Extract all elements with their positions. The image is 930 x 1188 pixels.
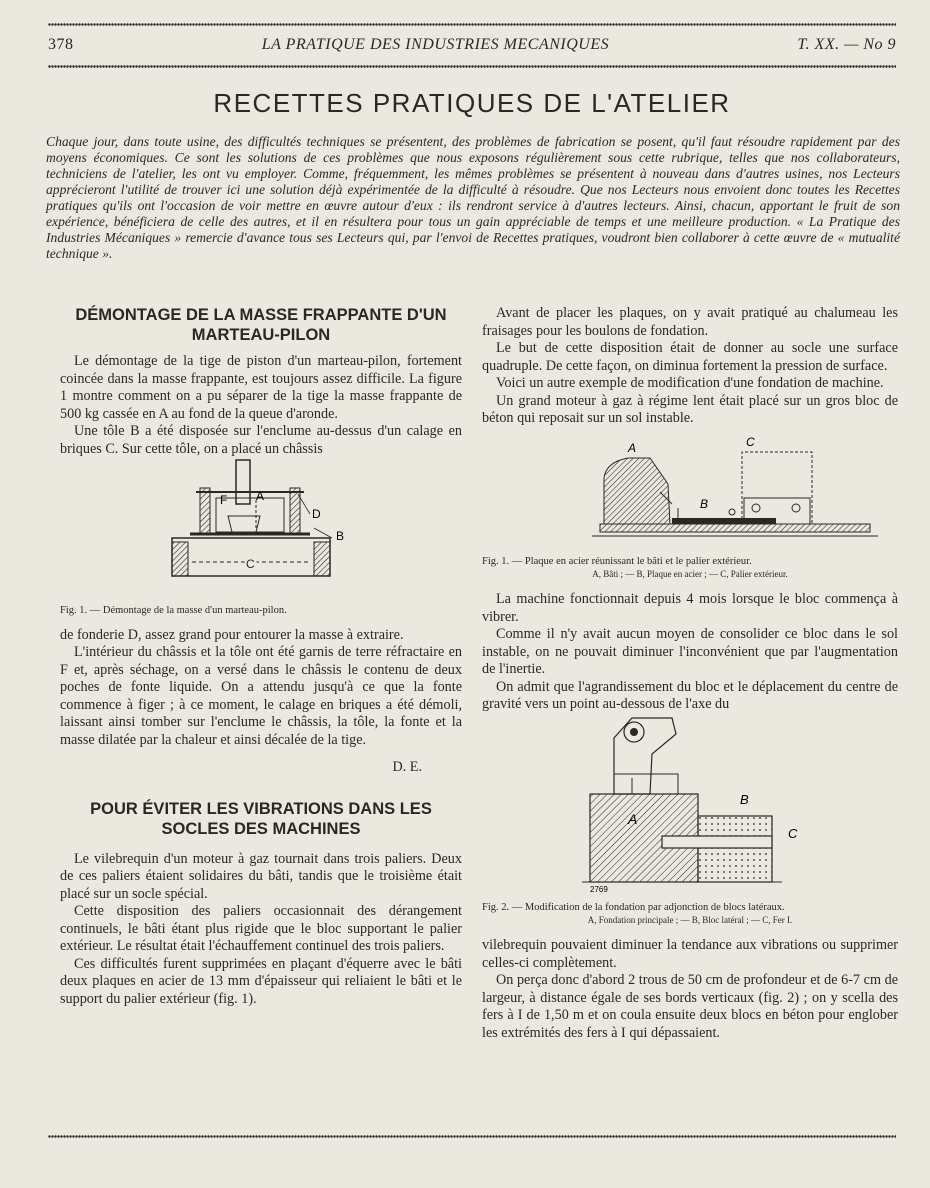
issue-number: T. XX. — No 9 — [797, 36, 896, 53]
article2-paragraph: Le vilebrequin d'un moteur à gaz tournait dans trois paliers. Deux de ces paliers étaient solidaires du bâti, tandis que le troisième était placé sur un socle spécial. — [60, 850, 462, 902]
article2-paragraph: Avant de placer les plaques, on y avait pratiqué au chalumeau les fraisages pour les boulons de fondation. — [482, 305, 898, 339]
header-rule — [48, 64, 896, 69]
fig1-label-c: C — [246, 557, 255, 571]
right-column — [482, 305, 898, 1042]
fig2-caption-legend: A, Fondation principale ; — B, Bloc latéral ; — C, Fer I. — [587, 915, 793, 925]
figure-foundation — [482, 714, 898, 892]
article1-paragraph: Le démontage de la tige de piston d'un marteau-pilon, fortement coincée dans la masse frappante, est toujours assez difficile. La figure 1 montre comment on a pu séparer de la tige la masse frappante de 500 kg cassée en A au fond de la queue d'aronde. — [60, 353, 462, 422]
fig1b-drawing — [592, 452, 878, 536]
fig1-label-f: F — [220, 493, 228, 507]
article2-paragraph: Cette disposition des paliers occasionnait des dérangement continuels, le bâti étant plus rigide que le bloc supportant le palier extérieur. Le résultat était l'échauffement continuel des trois paliers. — [60, 903, 462, 954]
fig1-label-b: B — [336, 529, 345, 543]
article1-paragraph: L'intérieur du châssis et la tôle ont été garnis de terre réfractaire en F et, après séchage, on a versé dans le châssis le contenu de deux poches de fonte liquide. On a attendu jusqu'à ce que la fonte commence à figer ; à ce moment, le calage en briques a été démoli, laissant ainsi tomber sur l'enclume le châssis, la tôle, la fonte et la masse dilatée par la chaleur et ainsi décalée de la tige. — [60, 644, 462, 748]
fig1b-label-a: A — [628, 440, 637, 455]
article2-paragraph: Ces difficultés furent supprimées en plaçant d'équerre avec le bâti deux plaques en acier de 13 mm d'épaisseur qui reliaient le bâti et le support du palier extérieur (fig. 1). — [60, 955, 462, 1007]
fig1b-caption — [482, 555, 898, 581]
article1-signature: D. E. — [392, 759, 422, 775]
page-number: 378 — [48, 36, 74, 53]
article1-paragraph: de fonderie D, assez grand pour entourer la masse à extraire. — [60, 626, 404, 643]
top-rule — [48, 22, 896, 27]
fig2-number: 2769 — [590, 884, 608, 892]
fig2-caption-title: Fig. 2. — Modification de la fondation par adjonction de blocs latéraux. — [482, 902, 785, 913]
article2-paragraph: vilebrequin pouvaient diminuer la tendance aux vibrations ou supprimer celles-ci complètement. — [482, 937, 898, 971]
article1-paragraph: Une tôle B a été disposée sur l'enclume au-dessus d'un calage en briques C. Sur cette tôle, on a placé un châssis — [60, 423, 462, 457]
intro-paragraph: Chaque jour, dans toute usine, des difficultés techniques se présentent, des problèmes de fabrication se posent, qu'il faut résoudre rapidement par des moyens économiques. Ce sont les solutions de ces problèmes que nous exposons régulièrement sous cette rubrique, telles que nos collaborateurs, techniciens de l'atelier, les ont vu employer. Comme, fréquemment, les mêmes problèmes se présentent à nouveau dans d'autres usines, nos Lecteurs apprécieront l'utilité de trouver ici une solution déjà expérimentée de la difficulté à résoudre. Que nos Lecteurs nous envoient donc toutes les Recettes pratiques qu'ils ont l'occasion de voir mettre en œuvre autour d'eux : ils rendront service à d'autres lecteurs. Ainsi, chacun, apportant le fruit de son expérience, bénéficiera de celle des autres, et il en résultera pour tous un gain appréciable de temps et une meilleure production. « La Pratique des Industries Mécaniques » remercie d'avance tous ses Lecteurs qui, par l'envoi de Recettes pratiques, voudront bien collaborer à cette œuvre de « mutualité technique ». — [46, 134, 900, 261]
fig2-label-b: B — [740, 791, 749, 807]
article2-paragraph: Voici un autre exemple de modification d'une fondation de machine. — [496, 375, 884, 391]
article2-heading: POUR ÉVITER LES VIBRATIONS DANS LES SOCLES DES MACHINES — [90, 799, 432, 838]
left-column — [60, 305, 462, 1008]
article2-paragraph: Un grand moteur à gaz à régime lent était placé sur un gros bloc de béton qui reposait sur un sol instable. — [482, 392, 898, 426]
fig2-caption — [482, 901, 898, 927]
fig1-label-d: D — [312, 507, 321, 521]
page-title: RECETTES PRATIQUES DE L'ATELIER — [213, 88, 731, 118]
journal-title: LA PRATIQUE DES INDUSTRIES MECANIQUES — [261, 36, 610, 53]
fig1b-label-b: B — [700, 496, 709, 511]
figure-hammer-disassembly — [60, 458, 462, 594]
fig2-label-a: A — [628, 810, 638, 827]
article2-paragraph: Comme il n'y avait aucun moyen de consolider ce bloc dans le sol instable, on ne pouvait diminuer l'inconvénient que par l'augmentation de l'inertie. — [482, 626, 898, 677]
article2-paragraph: Le but de cette disposition était de donner au socle une surface quadruple. De cette façon, on diminua fortement la pression de surface. — [482, 340, 898, 374]
article2-paragraph: On admit que l'agrandissement du bloc et le déplacement du centre de gravité vers un point au-dessous de l'axe du — [482, 678, 898, 712]
fig1-caption: Fig. 1. — Démontage de la masse d'un marteau-pilon. — [60, 604, 287, 616]
figure-steel-plate — [482, 428, 898, 546]
article2-paragraph: La machine fonctionnait depuis 4 mois lorsque le bloc commença à vibrer. — [482, 591, 898, 625]
fig1-label-a: A — [256, 489, 265, 503]
article1-heading: DÉMONTAGE DE LA MASSE FRAPPANTE D'UN MARTEAU-PILON — [75, 306, 447, 344]
fig2-drawing — [582, 718, 782, 882]
fig1b-caption-legend: A, Bâti ; — B, Plaque en acier ; — C, Palier extérieur. — [592, 569, 788, 579]
fig1b-caption-title: Fig. 1. — Plaque en acier réunissant le bâti et le palier extérieur. — [482, 556, 752, 567]
bottom-rule — [48, 1134, 896, 1139]
article2-paragraph: On perça donc d'abord 2 trous de 50 cm de profondeur et de 6-7 cm de largeur, à distance égale de ses bords verticaux (fig. 2) ; on y scella des fers à I de 1,50 m et on coula ensuite deux blocs en béton pour englober les extrémités des fers à I qui dépassaient. — [482, 972, 898, 1041]
fig1b-label-c: C — [746, 434, 755, 449]
fig2-label-c: C — [788, 825, 798, 841]
running-header — [48, 32, 896, 58]
